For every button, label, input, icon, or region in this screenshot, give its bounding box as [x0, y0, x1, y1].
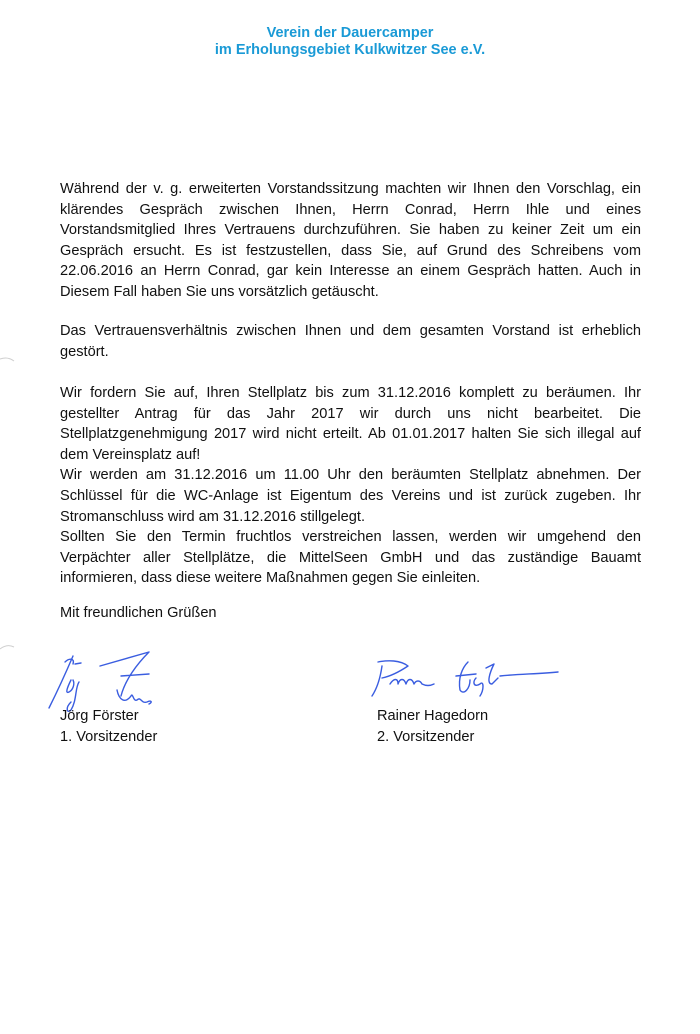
letterhead-line-1: Verein der Dauercamper: [266, 25, 434, 41]
signatory-1-role: 1. Vorsitzender: [60, 729, 158, 745]
paragraph-meeting-proposal: Während der v. g. erweiterten Vorstandssitzung machten wir Ihnen den Vorschlag, ein klärendes Gespräch zwischen Ihnen, Herrn Conrad, Herrn Ihle und eines Vorstandsmitglied Ihres Vertrauens durchzuführen. Sie haben zu keiner Zeit um ein Gespräch ersucht. Es ist festzustellen, dass Sie, auf Grund des Schreibens vom 22.06.2016 an Herrn Conrad, gar kein Interesse an einem Gespräch hatten. Auch in Diesem Fall haben Sie uns vorsätzlich getäuscht.: [60, 181, 641, 300]
letterhead: [0, 25, 700, 59]
scan-mark-bottom: [0, 643, 20, 653]
signature-rainer-hagedorn: [368, 656, 568, 702]
signatory-1-name: Jörg Förster: [60, 708, 139, 724]
paragraph-consequences: Sollten Sie den Termin fruchtlos verstreichen lassen, werden wir umgehend den Verpächter aller Stellplätze, die MittelSeen GmbH und das zuständige Bauamt informieren, dass diese weitere Maßnahmen gegen Sie einleiten.: [60, 529, 641, 587]
signatory-2: [377, 706, 488, 748]
signatory-2-name: Rainer Hagedorn: [377, 708, 489, 724]
paragraph-demands: [60, 383, 641, 589]
paragraph-inspection: Wir werden am 31.12.2016 um 11.00 Uhr den beräumten Stellplatz abnehmen. Der Schlüssel für die WC-Anlage ist Eigentum des Vereins und ist zurück zugeben. Ihr Stromanschluss wird am 31.12.2016 stillgelegt.: [60, 467, 641, 525]
signatory-1: [60, 706, 157, 748]
closing-greeting: Mit freundlichen Grüßen: [60, 605, 217, 621]
scan-mark-top: [0, 355, 20, 365]
letterhead-line-2: im Erholungsgebiet Kulkwitzer See e.V.: [214, 42, 486, 58]
signature-joerg-foerster: [45, 648, 165, 714]
paragraph-clear-pitch: Wir fordern Sie auf, Ihren Stellplatz bis zum 31.12.2016 komplett zu beräumen. Ihr gestellter Antrag für das Jahr 2017 wir durch uns nicht bearbeitet. Die Stellplatzgenehmigung 2017 wird nicht erteilt. Ab 01.01.2017 halten Sie sich illegal auf dem Vereinsplatz auf!: [60, 385, 641, 463]
signatory-2-role: 2. Vorsitzender: [377, 729, 475, 745]
paragraph-trust: Das Vertrauensverhältnis zwischen Ihnen und dem gesamten Vorstand ist erheblich gestört.: [60, 323, 641, 360]
